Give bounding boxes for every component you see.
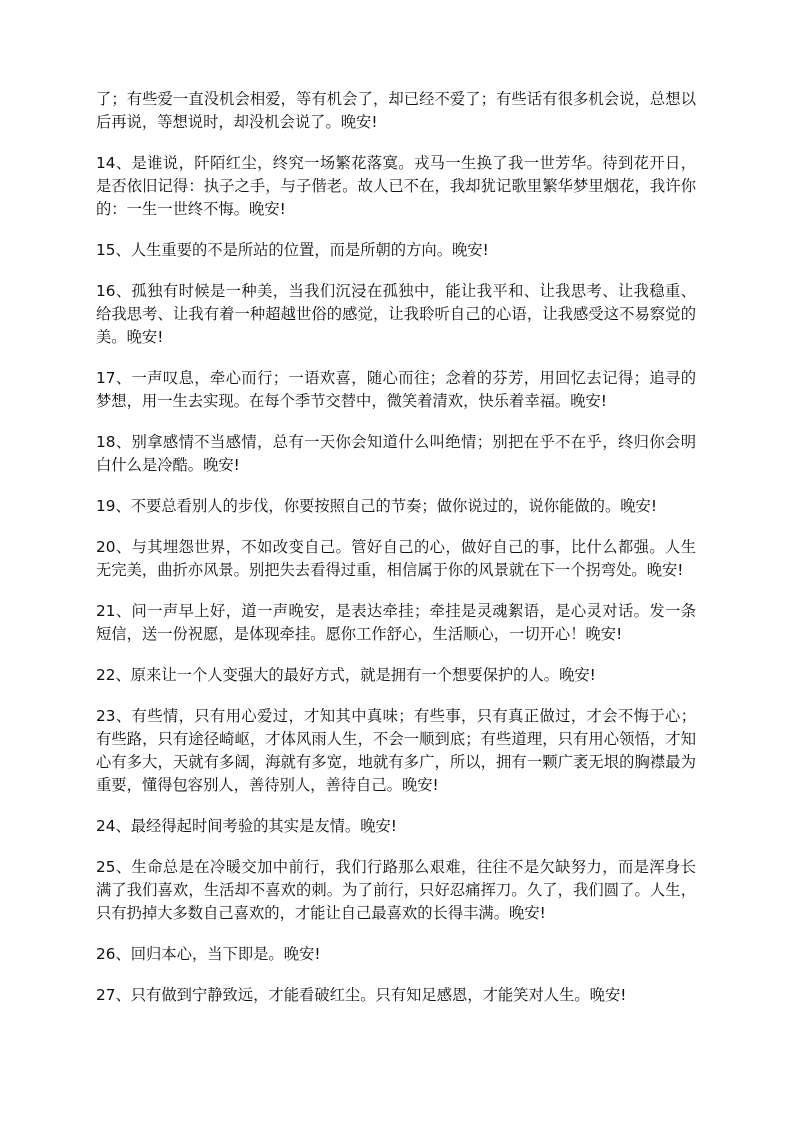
- document-page: [96, 88, 696, 1025]
- paragraph-14: 14、是谁说，阡陌红尘，终究一场繁花落寞。戎马一生换了我一世芳华。待到花开日，是否依旧记得：执子之手，与子偕老。故人已不在，我却犹记歌里繁华梦里烟花，我许你的：一生一世终不悔。晚安!: [96, 154, 696, 218]
- paragraph-18: 18、别拿感情不当感情，总有一天你会知道什么叫绝情；别把在乎不在乎，终归你会明白什么是冷酷。晚安!: [96, 433, 696, 474]
- paragraph-26: 26、回归本心，当下即是。晚安!: [96, 945, 321, 963]
- paragraph-continuation: 了；有些爱一直没机会相爱，等有机会了，却已经不爱了；有些话有很多机会说，总想以后再说，等想说时，却没机会说了。晚安!: [96, 90, 696, 131]
- paragraph-24: 24、最经得起时间考验的其实是友情。晚安!: [96, 817, 397, 835]
- paragraph-22: 22、原来让一个人变强大的最好方式，就是拥有一个想要保护的人。晚安!: [96, 666, 596, 684]
- paragraph-25: 25、生命总是在冷暖交加中前行，我们行路那么艰难，往往不是欠缺努力，而是浑身长满了我们喜欢，生活却不喜欢的刺。为了前行，只好忍痛挥刀。久了，我们圆了。人生，只有扔掉大多数自己喜欢的，才能让自己最喜欢的长得丰满。晚安!: [96, 858, 696, 922]
- paragraph-21: 21、问一声早上好，道一声晚安，是表达牵挂；牵挂是灵魂絮语，是心灵对话。发一条短信，送一份祝愿，是体现牵挂。愿你工作舒心，生活顺心，一切开心！晚安!: [96, 602, 696, 643]
- paragraph-23: 23、有些情，只有用心爱过，才知其中真味；有些事，只有真正做过，才会不悔于心；有些路，只有途径崎岖，才体风雨人生，不会一顺到底；有些道理，只有用心领悟，才知心有多大，天就有多阔，海就有多宽，地就有多广，所以，拥有一颗广袤无垠的胸襟最为重要，懂得包容别人，善待别人，善待自己。晚安!: [96, 707, 696, 794]
- paragraph-16: 16、孤独有时候是一种美，当我们沉浸在孤独中，能让我平和、让我思考、让我稳重、给我思考、让我有着一种超越世俗的感觉，让我聆听自己的心语，让我感受这不易察觉的美。晚安!: [96, 282, 696, 346]
- paragraph-19: 19、不要总看别人的步伐，你要按照自己的节奏；做你说过的，说你能做的。晚安!: [96, 497, 657, 515]
- paragraph-27: 27、只有做到宁静致远，才能看破红尘。只有知足感恩，才能笑对人生。晚安!: [96, 986, 627, 1004]
- paragraph-20: 20、与其埋怨世界，不如改变自己。管好自己的心，做好自己的事，比什么都强。人生无完美，曲折亦风景。别把失去看得过重，相信属于你的风景就在下一个拐弯处。晚安!: [96, 538, 696, 579]
- paragraph-15: 15、人生重要的不是所站的位置，而是所朝的方向。晚安!: [96, 241, 489, 259]
- paragraph-17: 17、一声叹息，牵心而行；一语欢喜，随心而往；念着的芬芳，用回忆去记得；追寻的梦想，用一生去实现。在每个季节交替中，微笑着清欢，快乐着幸福。晚安!: [96, 369, 696, 410]
